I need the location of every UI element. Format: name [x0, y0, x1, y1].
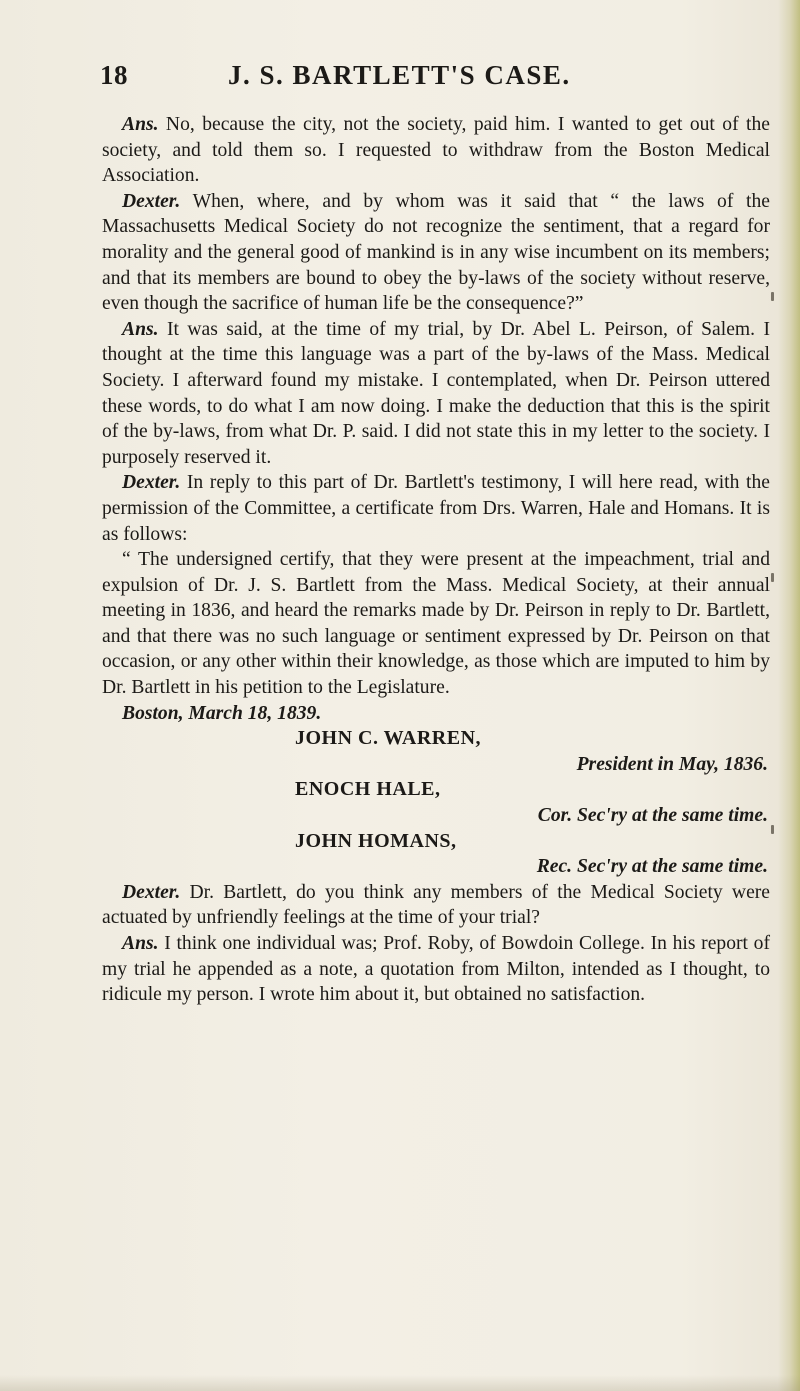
paragraph	[102, 931, 770, 1008]
certificate-paragraph	[102, 547, 770, 701]
paragraph-text: No, because the city, not the society, paid him. I wanted to get out of the society, and told them so. I requested to withdraw from the Boston Medical Association.	[102, 114, 770, 187]
paragraph-text: I think one individual was; Prof. Roby, of Bowdoin College. In his report of my trial he appended as a note, a quotation from Milton, intended as I thought, to ridicule my person. I wrote him about it, but obtained no satisfaction.	[102, 933, 770, 1006]
signature-title: Cor. Sec'ry at the same time.	[537, 805, 768, 827]
margin-mark	[771, 573, 774, 582]
dateline: Boston, March 18, 1839.	[122, 702, 322, 724]
page-header	[100, 60, 765, 100]
paragraph	[102, 112, 770, 189]
speaker-label: Dexter.	[122, 190, 181, 212]
paragraph	[102, 880, 770, 931]
page-bottom-shadow	[0, 1375, 800, 1391]
signature-block	[102, 726, 770, 880]
paragraph-text: In reply to this part of Dr. Bartlett's testimony, I will here read, with the permission of the Committee, a certificate from Drs. Warren, Hale and Homans. It is as follows:	[102, 472, 770, 545]
speaker-label: Dexter.	[122, 881, 181, 903]
paragraph	[102, 317, 770, 471]
body-text	[102, 112, 770, 1008]
paragraph	[102, 470, 770, 547]
speaker-label: Ans.	[122, 114, 159, 135]
paragraph-text: “ The undersigned certify, that they were present at the impeachment, trial and expulsion of Dr. J. S. Bartlett from the Mass. Medical Society, at their annual meeting in 1836, and heard the remarks made by Dr. Peirson in reply to Dr. Bartlett, and that there was no such language or sentiment expressed by Dr. Peirson on that occasion, or any other within their knowledge, as those which are imputed to him by Dr. Bartlett in his petition to the Legislature.	[102, 549, 770, 699]
signature-name: JOHN C. WARREN,	[295, 727, 482, 750]
running-head: J. S. BARTLETT'S CASE.	[228, 60, 571, 90]
paragraph-text: Dr. Bartlett, do you think any members of the Medical Society were actuated by unfriendly feelings at the time of your trial?	[102, 881, 770, 929]
signature-title: President in May, 1836.	[576, 753, 768, 775]
paragraph-text: When, where, and by whom was it said that “ the laws of the Massachusetts Medical Society do not recognize the sentiment, that a regard for morality and the general good of mankind is in any wise incumbent on its members; and that its members are bound to obey the by-laws of the society without reserve, even though the sacrifice of human life be the consequence?”	[102, 190, 770, 315]
page-number: 18	[100, 60, 128, 90]
signature-name: ENOCH HALE,	[295, 778, 441, 801]
speaker-label: Ans.	[122, 318, 159, 340]
speaker-label: Ans.	[122, 933, 159, 954]
page-edge-shadow	[778, 0, 800, 1391]
margin-mark	[771, 292, 774, 301]
paragraph	[102, 189, 770, 317]
paragraph-text: It was said, at the time of my trial, by Dr. Abel L. Peirson, of Salem. I thought at the time this language was a part of the by-laws of the Mass. Medical Society. I afterward found my mistake. I contemplated, when Dr. Peirson uttered these words, to do what I am now doing. I make the deduction that this is the spirit of the by-laws, from what Dr. P. said. I did not state this in my letter to the society. I purposely reserved it.	[102, 318, 770, 468]
signature-title: Rec. Sec'ry at the same time.	[536, 856, 768, 878]
signature-name: JOHN HOMANS,	[295, 829, 457, 852]
speaker-label: Dexter.	[122, 472, 181, 494]
margin-mark	[771, 825, 774, 834]
